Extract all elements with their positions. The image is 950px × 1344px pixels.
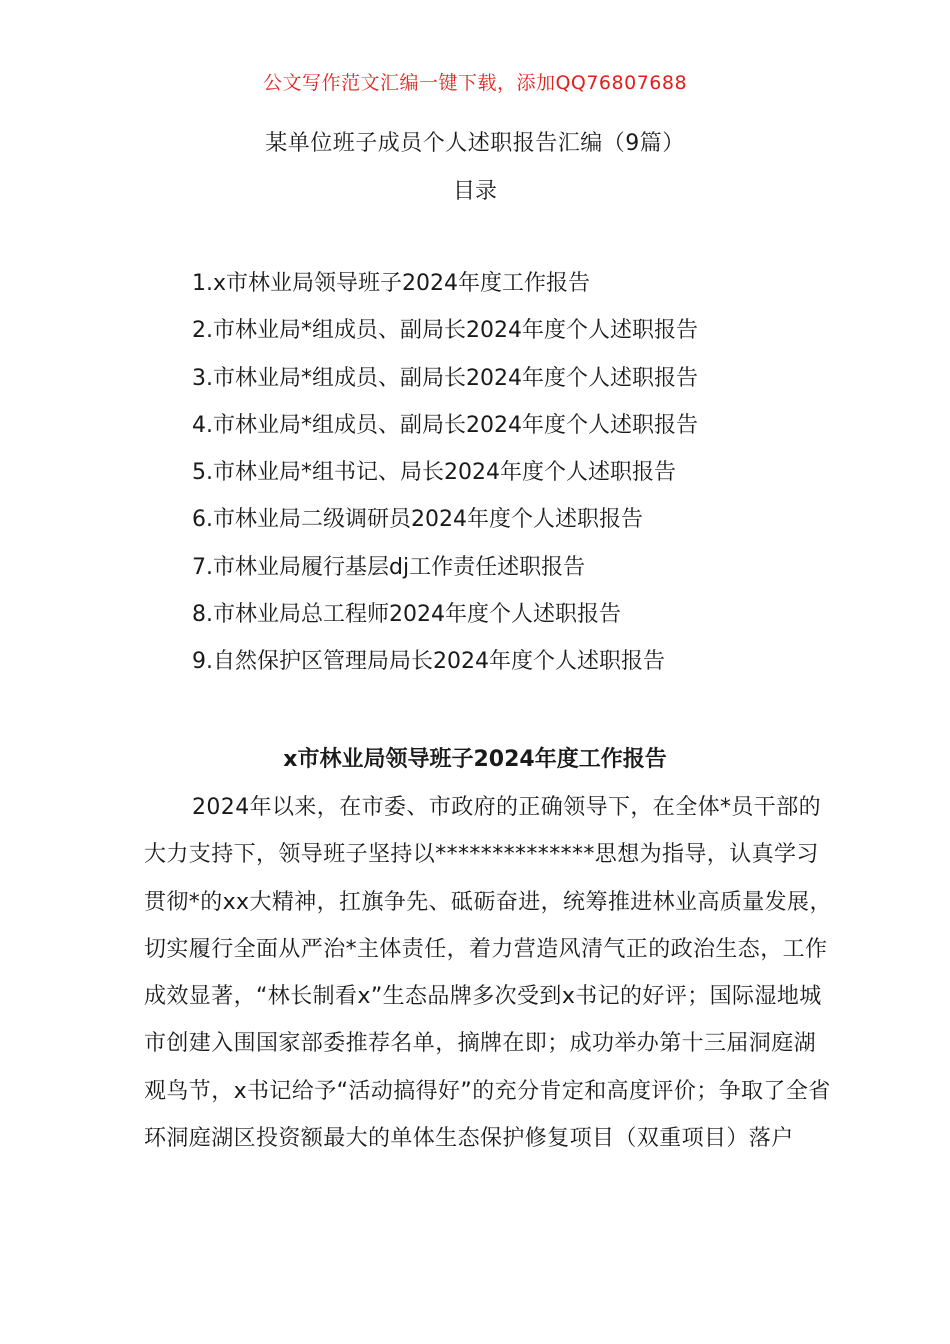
toc-item: 4.市林业局*组成员、副局长2024年度个人述职报告	[192, 412, 698, 438]
toc-heading: 目录	[452, 179, 497, 204]
document-title: 某单位班子成员个人述职报告汇编（9篇）	[265, 131, 685, 156]
toc-item: 5.市林业局*组书记、局长2024年度个人述职报告	[192, 460, 676, 486]
toc-item: 8.市林业局总工程师2024年度个人述职报告	[192, 602, 621, 628]
toc-item: 1.x市林业局领导班子2024年度工作报告	[192, 271, 590, 296]
toc-item: 3.市林业局*组成员、副局长2024年度个人述职报告	[192, 365, 698, 391]
toc-item: 6.市林业局二级调研员2024年度个人述职报告	[192, 507, 643, 533]
table-of-contents	[192, 266, 698, 692]
toc-item: 7.市林业局履行基层dj工作责任述职报告	[192, 554, 586, 580]
toc-item: 9.自然保护区管理局局长2024年度个人述职报告	[192, 649, 665, 675]
body-paragraph: 2024年以来，在市委、市政府的正确领导下，在全体*员干部的大力支持下，领导班子坚持以**************思想为指导，认真学习贯彻*的xx大精神，扛旗争先、砥砺奋进，统筹推进林业高质量发展，切实履行全面从严治*主体责任，着力营造风清气正的政治生态，工作成效显著，“林长制看x”生态品牌多次受到x书记的好评；国际湿地城市创建入围国家部委推荐名单，摘牌在即；成功举办第十三届洞庭湖观鸟节，x书记给予“活动搞得好”的充分肯定和高度评价；争取了全省环洞庭湖区投资额最大的单体生态保护修复项目（双重项目）落户	[144, 795, 832, 1152]
toc-item: 2.市林业局*组成员、副局长2024年度个人述职报告	[192, 318, 698, 344]
download-watermark: 公文写作范文汇编一键下载，添加QQ76807688	[262, 72, 688, 94]
section-title: x市林业局领导班子2024年度工作报告	[283, 747, 667, 772]
